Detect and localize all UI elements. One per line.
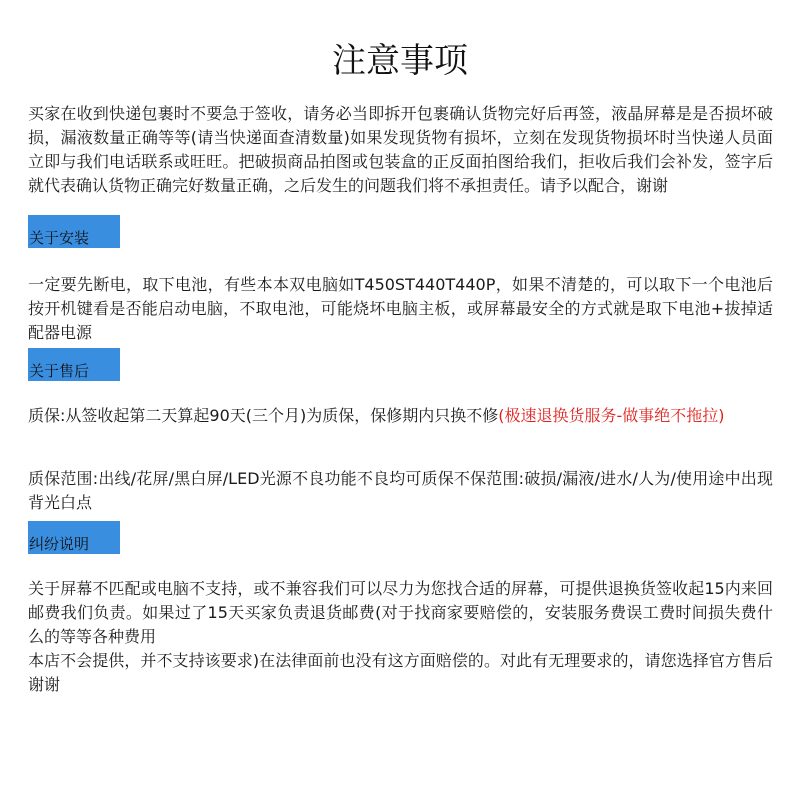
warranty-text: 质保:从签收起第二天算起90天(三个月)为质保，保修期内只换不修 [28,406,499,425]
warranty-highlight: (极速退换货服务-做事绝不拖拉) [498,406,725,425]
section-tag-install: 关于安装 [28,215,120,248]
page-title: 注意事项 [332,41,468,81]
section-tag-aftersale: 关于售后 [28,348,120,381]
intro-paragraph: 买家在收到快递包裹时不要急于签收，请务必当即拆开包裹确认货物完好后再签，液晶屏幕是是否损坏破损，漏液数量正确等等(请当快递面查清数量)如果发现货物有损坏，立刻在发现货物损坏时当快递人员面立即与我们电话联系或旺旺。把破损商品拍图或包装盒的正反面拍图给我们，拒收后我们会补发，签字后就代表确认货物正确完好数量正确，之后发生的问题我们将不承担责任。请予以配合，谢谢 [28,104,773,195]
dispute-paragraph-2: 本店不会提供，并不支持该要求)在法律面前也没有这方面赔偿的。对此有无理要求的，请您选择官方售后谢谢 [28,651,773,694]
warranty-paragraph [28,404,773,428]
warranty-scope-paragraph: 质保范围:出线/花屏/黑白屏/LED光源不良功能不良均可质保不保范围:破损/漏液/进水/人为/使用途中出现背光白点 [28,469,773,512]
install-paragraph: 一定要先断电，取下电池，有些本本双电脑如T450ST440T440P，如果不清楚的，可以取下一个电池后按开机键看是否能启动电脑，不取电池，可能烧坏电脑主板，或屏幕最安全的方式就是取下电池+拔掉适配器电源 [28,275,773,342]
section-tag-dispute: 纠纷说明 [28,521,120,554]
dispute-paragraph-1: 关于屏幕不匹配或电脑不支持，或不兼容我们可以尽力为您找合适的屏幕，可提供退换货签收起15内来回邮费我们负责。如果过了15天买家负责退货邮费(对于找商家要赔偿的，安装服务费误工费时间损失费什么的等等各种费用 [28,579,773,646]
